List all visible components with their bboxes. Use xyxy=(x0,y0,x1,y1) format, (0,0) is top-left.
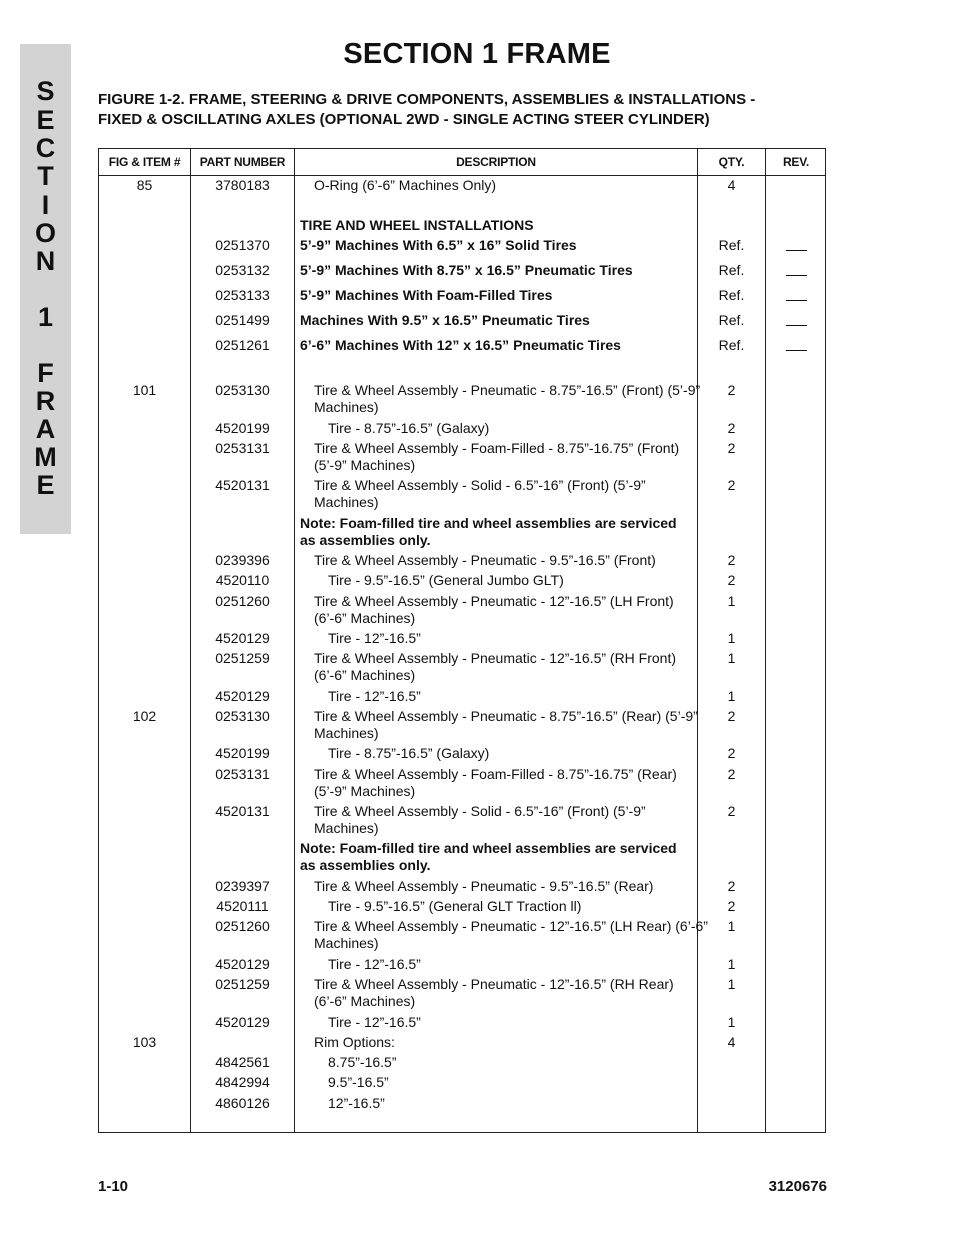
rev-blank-line xyxy=(786,325,807,326)
description-cell: Tire & Wheel Assembly - Pneumatic - 12”-16.5” (RH Rear) (6’-6” Machines) xyxy=(314,976,674,1009)
fig-item-cell: 102 xyxy=(132,708,157,724)
rev-blank-line xyxy=(786,275,807,276)
qty-cell: 2 xyxy=(727,898,736,914)
figure-caption-line-2: FIXED & OSCILLATING AXLES (OPTIONAL 2WD - SINGLE ACTING STEER CYLINDER) xyxy=(98,110,710,128)
qty-cell: 1 xyxy=(727,1014,736,1030)
description-cell: Tire - 9.5”-16.5” (General Jumbo GLT) xyxy=(328,572,564,588)
side-tab-letter: E xyxy=(36,105,55,135)
part-number-cell: 3780183 xyxy=(215,177,270,193)
rev-cell xyxy=(766,337,826,354)
part-number-cell: 4520131 xyxy=(215,477,270,493)
part-number-cell: 4860126 xyxy=(215,1095,270,1111)
description-cell: O-Ring (6’-6” Machines Only) xyxy=(314,177,497,193)
part-number-cell: 4520199 xyxy=(215,420,270,436)
description-cell: Tire & Wheel Assembly - Pneumatic - 9.5”-16.5” (Front) xyxy=(314,552,656,568)
qty-cell: 2 xyxy=(727,382,736,398)
description-cell: 5’-9” Machines With 6.5” x 16” Solid Tires xyxy=(300,237,577,253)
rev-blank-line xyxy=(786,350,807,351)
qty-cell: 2 xyxy=(727,745,736,761)
description-cell: TIRE AND WHEEL INSTALLATIONS xyxy=(300,217,534,233)
side-tab-letter: E xyxy=(36,470,55,500)
header-rev: REV. xyxy=(782,155,810,169)
qty-cell: 1 xyxy=(727,630,736,646)
figure-caption-line-1: FIGURE 1-2. FRAME, STEERING & DRIVE COMPONENTS, ASSEMBLIES & INSTALLATIONS - xyxy=(98,91,756,108)
part-number-cell: 0253131 xyxy=(215,766,270,782)
part-number-cell: 4842994 xyxy=(215,1074,270,1090)
column-divider xyxy=(294,149,295,1132)
qty-cell: 1 xyxy=(727,956,736,972)
description-cell: Tire - 12”-16.5” xyxy=(328,956,421,972)
part-number-cell: 4520110 xyxy=(215,572,270,588)
side-tab-letter: S xyxy=(36,76,55,106)
part-number-cell: 0239396 xyxy=(215,552,270,568)
description-cell: Tire - 8.75”-16.5” (Galaxy) xyxy=(328,745,490,761)
page-number: 1-10 xyxy=(98,1178,129,1195)
description-cell: Rim Options: xyxy=(314,1034,395,1050)
qty-cell: 2 xyxy=(727,440,736,456)
side-tab-letter: F xyxy=(37,358,54,388)
part-number-cell: 0239397 xyxy=(215,878,270,894)
qty-cell: Ref. xyxy=(718,337,745,353)
description-cell: Tire - 8.75”-16.5” (Galaxy) xyxy=(328,420,490,436)
rev-cell xyxy=(766,237,826,254)
description-cell: Tire - 12”-16.5” xyxy=(328,630,421,646)
parts-table xyxy=(98,148,826,1133)
part-number-cell: 4520129 xyxy=(215,688,270,704)
description-cell: Tire - 12”-16.5” xyxy=(328,688,421,704)
qty-cell: 1 xyxy=(727,918,736,934)
qty-cell: 2 xyxy=(727,708,736,724)
part-number-cell: 4842561 xyxy=(215,1054,270,1070)
description-cell: Tire - 9.5”-16.5” (General GLT Traction ll) xyxy=(328,898,582,914)
description-cell: 12”-16.5” xyxy=(328,1095,385,1111)
part-number-cell: 4520131 xyxy=(215,803,270,819)
header-description: DESCRIPTION xyxy=(456,155,536,169)
description-cell: 6’-6” Machines With 12” x 16.5” Pneumatic Tires xyxy=(300,337,621,353)
fig-item-cell: 103 xyxy=(132,1034,157,1050)
qty-cell: Ref. xyxy=(718,237,745,253)
part-number-cell: 0251259 xyxy=(215,650,270,666)
description-cell: 8.75”-16.5” xyxy=(328,1054,397,1070)
qty-cell: 4 xyxy=(727,1034,736,1050)
description-cell: Tire & Wheel Assembly - Foam-Filled - 8.75”-16.75” (Rear) (5’-9” Machines) xyxy=(314,766,677,799)
qty-cell: Ref. xyxy=(718,312,745,328)
header-fig-item: FIG & ITEM # xyxy=(108,155,181,169)
rev-cell xyxy=(766,287,826,304)
qty-cell: 2 xyxy=(727,803,736,819)
rev-blank-line xyxy=(786,300,807,301)
fig-item-cell: 85 xyxy=(136,177,153,193)
rev-cell xyxy=(766,312,826,329)
qty-cell: 2 xyxy=(727,552,736,568)
part-number-cell: 0253131 xyxy=(215,440,270,456)
qty-cell: 1 xyxy=(727,650,736,666)
part-number-cell: 0251260 xyxy=(215,593,270,609)
description-cell: Tire & Wheel Assembly - Pneumatic - 9.5”-16.5” (Rear) xyxy=(314,878,654,894)
description-cell: Tire & Wheel Assembly - Pneumatic - 8.75”-16.5” (Rear) (5’-9” Machines) xyxy=(314,708,698,741)
qty-cell: 4 xyxy=(727,177,736,193)
header-part-number: PART NUMBER xyxy=(199,155,286,169)
qty-cell: 2 xyxy=(727,420,736,436)
part-number-cell: 4520129 xyxy=(215,956,270,972)
description-cell: Tire & Wheel Assembly - Foam-Filled - 8.75”-16.75” (Front) (5’-9” Machines) xyxy=(314,440,680,473)
side-tab-letter: 1 xyxy=(37,302,54,332)
side-tab-letter: I xyxy=(41,190,50,220)
part-number-cell: 4520111 xyxy=(216,898,269,914)
description-cell: Tire & Wheel Assembly - Solid - 6.5”-16” (Front) (5’-9” Machines) xyxy=(314,803,646,836)
rev-blank-line xyxy=(786,250,807,251)
part-number-cell: 0251370 xyxy=(215,237,270,253)
part-number-cell: 0251259 xyxy=(215,976,270,992)
description-cell: Note: Foam-filled tire and wheel assemblies are serviced as assemblies only. xyxy=(300,840,677,873)
description-cell: 9.5”-16.5” xyxy=(328,1074,389,1090)
part-number-cell: 0253133 xyxy=(215,287,270,303)
side-tab-letter: O xyxy=(34,218,56,248)
part-number-cell: 4520199 xyxy=(215,745,270,761)
header-qty: QTY. xyxy=(718,155,745,169)
description-cell: Tire & Wheel Assembly - Solid - 6.5”-16” (Front) (5’-9” Machines) xyxy=(314,477,646,510)
part-number-cell: 4520129 xyxy=(215,630,270,646)
part-number-cell: 0253130 xyxy=(215,382,270,398)
qty-cell: 2 xyxy=(727,766,736,782)
document-number: 3120676 xyxy=(768,1178,827,1195)
description-cell: Tire & Wheel Assembly - Pneumatic - 12”-16.5” (RH Front) (6’-6” Machines) xyxy=(314,650,677,683)
description-cell: Tire & Wheel Assembly - Pneumatic - 12”-16.5” (LH Rear) (6’-6” Machines) xyxy=(314,918,708,951)
description-cell: Machines With 9.5” x 16.5” Pneumatic Tires xyxy=(300,312,590,328)
description-cell: Tire & Wheel Assembly - Pneumatic - 8.75”-16.5” (Front) (5’-9” Machines) xyxy=(314,382,701,415)
page-title: SECTION 1 FRAME xyxy=(343,38,611,70)
header-divider xyxy=(99,175,825,176)
figure-caption xyxy=(98,90,755,129)
side-tab-letter: A xyxy=(35,414,56,444)
side-tab-letter: T xyxy=(37,161,54,191)
part-number-cell: 0251260 xyxy=(215,918,270,934)
description-cell: Tire - 12”-16.5” xyxy=(328,1014,421,1030)
side-tab-letter: R xyxy=(35,386,56,416)
description-cell: 5’-9” Machines With Foam-Filled Tires xyxy=(300,287,553,303)
qty-cell: 2 xyxy=(727,477,736,493)
description-cell: Tire & Wheel Assembly - Pneumatic - 12”-16.5” (LH Front) (6’-6” Machines) xyxy=(314,593,674,626)
qty-cell: Ref. xyxy=(718,262,745,278)
part-number-cell: 4520129 xyxy=(215,1014,270,1030)
description-cell: Note: Foam-filled tire and wheel assemblies are serviced as assemblies only. xyxy=(300,515,677,548)
description-cell: 5’-9” Machines With 8.75” x 16.5” Pneumatic Tires xyxy=(300,262,633,278)
qty-cell: 1 xyxy=(727,688,736,704)
part-number-cell: 0253132 xyxy=(215,262,270,278)
section-side-tab xyxy=(20,44,71,534)
rev-cell xyxy=(766,262,826,279)
qty-cell: 1 xyxy=(727,976,736,992)
side-tab-letter: C xyxy=(35,133,56,163)
side-tab-letter: N xyxy=(35,246,56,276)
qty-cell: 2 xyxy=(727,572,736,588)
part-number-cell: 0253130 xyxy=(215,708,270,724)
qty-cell: 2 xyxy=(727,878,736,894)
side-tab-letter: M xyxy=(34,442,57,472)
fig-item-cell: 101 xyxy=(132,382,157,398)
qty-cell: Ref. xyxy=(718,287,745,303)
part-number-cell: 0251261 xyxy=(215,337,270,353)
part-number-cell: 0251499 xyxy=(215,312,270,328)
qty-cell: 1 xyxy=(727,593,736,609)
